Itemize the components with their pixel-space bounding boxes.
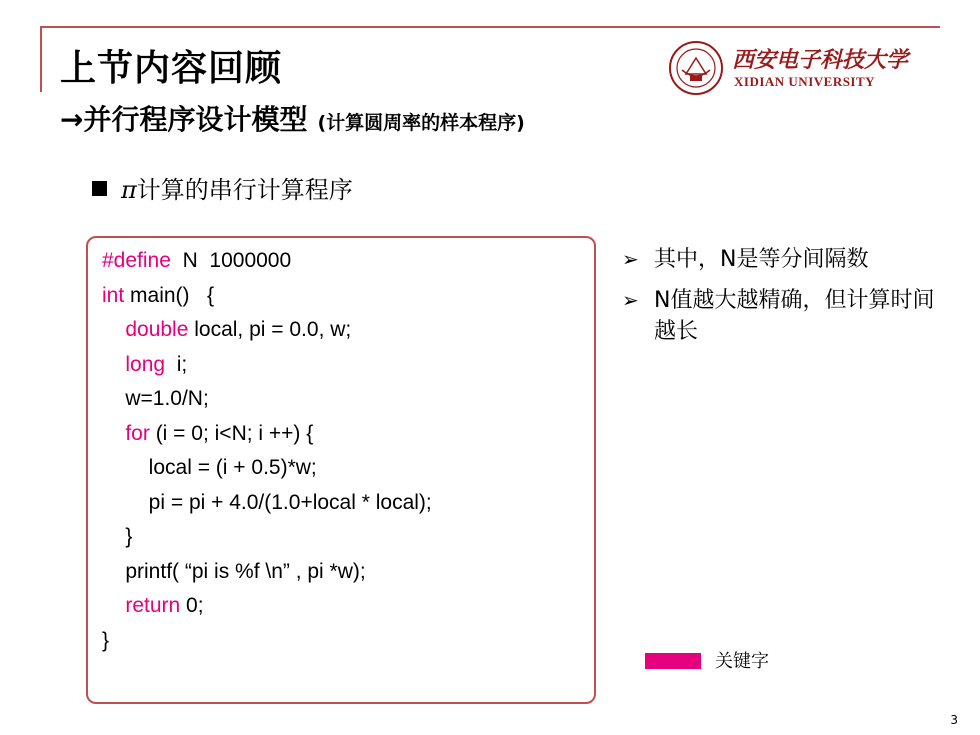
code-line [102,279,432,314]
code-keyword: #define [102,249,171,272]
code-line [102,486,432,521]
square-bullet-icon [92,181,107,196]
code-line [102,589,432,624]
code-line [102,313,432,348]
code-text: printf( “pi is %f \n” , pi *w); [102,559,366,583]
code-text: local, pi = 0.0, w; [188,318,352,341]
code-line [102,555,432,590]
keyword-color-swatch [645,653,701,669]
code-text [102,318,125,341]
arrow-bullet-icon: ➢ [622,247,639,271]
code-text: } [102,525,133,548]
code-text: (i = 0; i<N; i ++) { [149,421,314,445]
slide-subtitle [60,98,525,138]
code-keyword: int [102,283,125,307]
code-text: local = (i + 0.5)*w; [102,456,317,479]
pi-symbol: π [121,176,137,204]
note-text: N值越大越精确，但计算时间越长 [654,288,935,344]
university-name-cn: 西安电子科技大学 [732,47,909,73]
code-line [102,417,432,452]
code-text: pi = pi + 4.0/(1.0+local * local); [102,490,432,514]
arrow-bullet-icon: ➢ [622,288,639,312]
code-text: i; [165,352,188,376]
code-line [102,348,432,383]
subtitle-text: →并行程序设计模型 [60,103,308,136]
code-keyword: long [125,352,166,376]
legend-label: 关键字 [715,651,769,672]
slide-title: 上节内容回顾 [60,48,283,89]
code-text: 0; [180,594,204,617]
code-text: main() { [124,283,215,307]
note-item [622,285,942,347]
code-text [102,594,125,617]
code-keyword: for [125,421,150,445]
code-line [102,624,432,659]
section-heading-text: 计算的串行计算程序 [136,176,353,204]
code-text [102,422,125,445]
code-text: } [102,628,110,652]
title-frame-top-line [40,26,940,28]
code-keyword: double [125,318,189,341]
code-line [102,244,432,279]
code-text [102,353,125,376]
code-text: N 1000000 [170,249,292,272]
code-line [102,451,432,486]
code-block [86,236,596,704]
university-seal-icon [668,40,724,96]
code-line [102,382,432,417]
university-logo [668,40,940,100]
note-text: 其中，N是等分间隔数 [654,247,869,272]
keyword-legend [645,647,769,673]
code-text: w=1.0/N; [102,387,209,410]
code-listing [102,244,432,658]
section-heading [92,170,353,205]
title-frame-left-line [40,26,42,92]
page-number: 3 [950,713,958,727]
code-keyword: return [125,594,181,617]
notes-list [622,244,942,357]
code-line [102,520,432,555]
note-item [622,244,942,275]
subtitle-note: (计算圆周率的样本程序) [317,112,525,134]
university-name-en: XIDIAN UNIVERSITY [734,74,876,89]
